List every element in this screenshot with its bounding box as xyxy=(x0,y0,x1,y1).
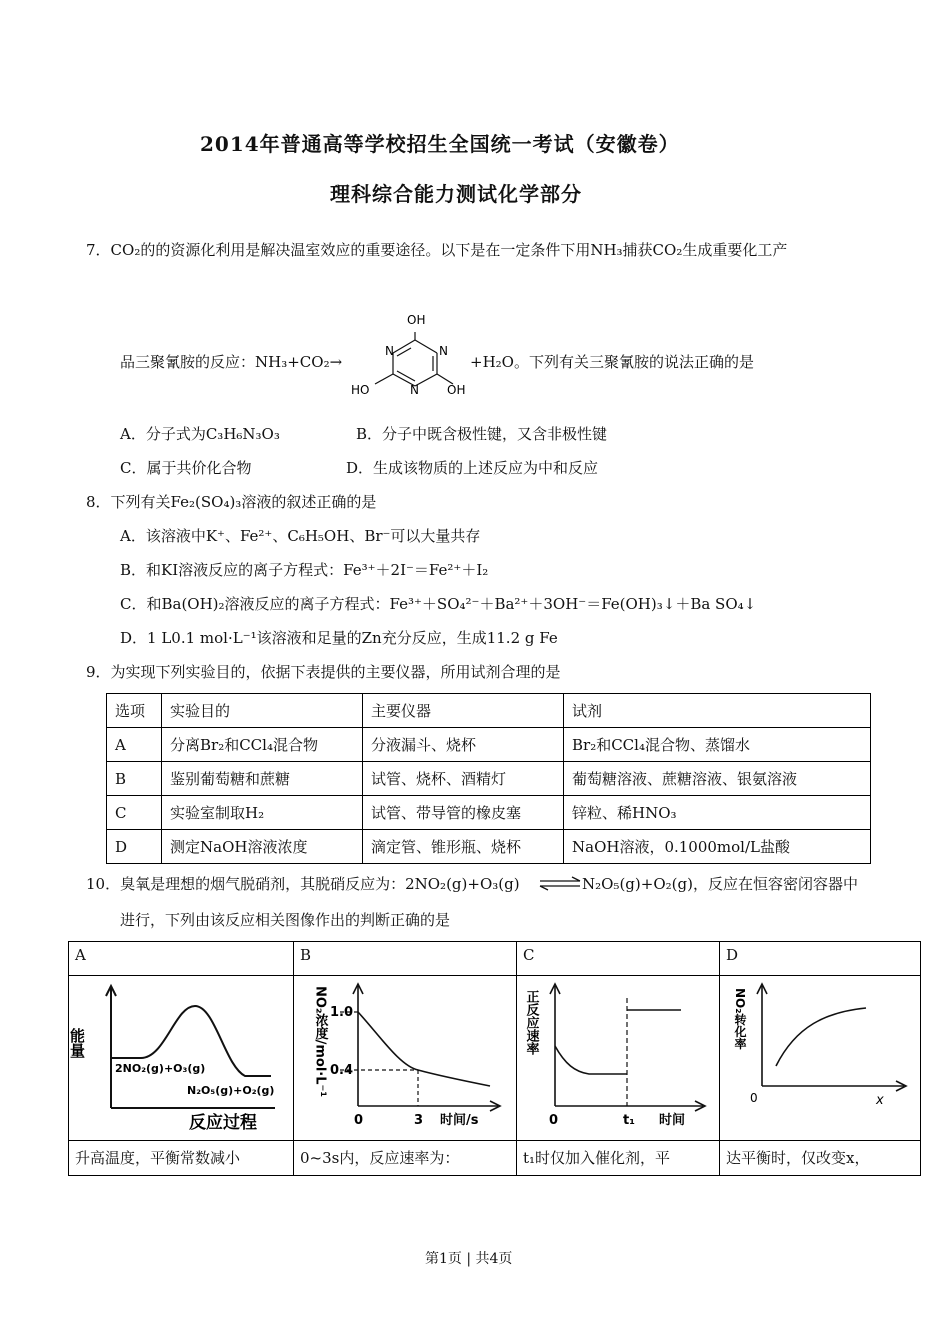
graph-col-b-label: B xyxy=(294,942,517,976)
table-cell: A xyxy=(107,728,162,762)
oh-top-label: OH xyxy=(407,313,426,327)
graph-d-caption: 达平衡时，仅改变x， xyxy=(720,1141,921,1176)
q7-option-a: A．分子式为C₃H₆N₃O₃ xyxy=(120,425,280,443)
table-cell: 葡萄糖溶液、蔗糖溶液、银氨溶液 xyxy=(564,762,871,796)
graph-c-x1-tick: t₁ xyxy=(623,1113,635,1128)
q10-stem-line2: 进行，下列由该反应相关图像作出的判断正确的是 xyxy=(120,911,451,929)
graph-b-x0-tick: 0 xyxy=(354,1113,364,1128)
graph-a-ylabel: 能量 xyxy=(68,1028,86,1058)
q8-option-b: B．和KI溶液反应的离子方程式：Fe³⁺＋2I⁻＝Fe²⁺＋I₂ xyxy=(120,561,489,579)
ho-left-label: HO xyxy=(351,383,370,397)
graph-b-concentration xyxy=(300,976,510,1136)
graph-d-ylabel: NO₂转化率 xyxy=(733,988,747,1050)
graph-b-y2-tick: 0.4 xyxy=(330,1063,354,1078)
table-cell: 实验室制取H₂ xyxy=(162,796,363,830)
graph-b-xlabel: 时间/s xyxy=(440,1113,479,1128)
page-footer: 第1页 | 共4页 xyxy=(425,1251,513,1267)
table-cell: 分离Br₂和CCl₄混合物 xyxy=(162,728,363,762)
q8-option-d: D．1 L0.1 mol·L⁻¹该溶液和足量的Zn充分反应，生成11.2 g Fe xyxy=(120,629,558,647)
page-title: 2014年普通高等学校招生全国统一考试（安徽卷） xyxy=(200,132,680,156)
table-row xyxy=(107,762,871,796)
graph-a-xlabel: 反应过程 xyxy=(189,1113,257,1133)
graph-d-cell xyxy=(720,976,921,1141)
graph-a-caption: 升高温度，平衡常数减小 xyxy=(69,1141,294,1176)
table-header-cell: 实验目的 xyxy=(162,694,363,728)
graph-b-y1-tick: 1.0 xyxy=(330,1005,354,1020)
q10-stem-post: N₂O₅(g)+O₂(g)，反应在恒容密闭容器中 xyxy=(582,875,858,893)
table-cell: 测定NaOH溶液浓度 xyxy=(162,830,363,864)
table-cell: 鉴别葡萄糖和蔗糖 xyxy=(162,762,363,796)
q7-option-d: D．生成该物质的上述反应为中和反应 xyxy=(346,459,599,477)
q8-stem: 8．下列有关Fe₂(SO₄)₃溶液的叙述正确的是 xyxy=(86,493,377,511)
q8-option-a: A．该溶液中K⁺、Fe²⁺、C₆H₅OH、Br⁻可以大量共存 xyxy=(120,527,481,545)
table-cell: B xyxy=(107,762,162,796)
oh-right-label: OH xyxy=(447,383,466,397)
graph-c-ylabel: 正反应速率 xyxy=(523,990,539,1055)
q7-stem-line2-post: +H₂O。下列有关三聚氰胺的说法正确的是 xyxy=(470,353,754,371)
table-row xyxy=(107,796,871,830)
graph-a-reactants: 2NO₂(g)+O₃(g) xyxy=(115,1062,206,1075)
q7-option-c: C．属于共价化合物 xyxy=(120,459,252,477)
table-cell: 滴定管、锥形瓶、烧杯 xyxy=(363,830,564,864)
graph-b-x1-tick: 3 xyxy=(414,1113,424,1128)
table-header-cell: 试剂 xyxy=(564,694,871,728)
graph-b-ylabel: NO₂浓度/mol·L⁻¹ xyxy=(312,986,328,1098)
table-cell: 分液漏斗、烧杯 xyxy=(363,728,564,762)
experiment-table xyxy=(106,693,871,864)
graph-a-products: N₂O₅(g)+O₂(g) xyxy=(187,1084,275,1097)
graph-col-c-label: C xyxy=(517,942,720,976)
table-cell: D xyxy=(107,830,162,864)
graph-c-rate xyxy=(523,976,713,1136)
table-cell: 锌粒、稀HNO₃ xyxy=(564,796,871,830)
graph-c-cell xyxy=(517,976,720,1141)
page-subtitle: 理科综合能力测试化学部分 xyxy=(330,182,582,206)
n-label-bottom: N xyxy=(410,383,419,397)
graph-table xyxy=(68,941,921,1176)
q7-option-b: B．分子中既含极性键，又含非极性键 xyxy=(356,425,608,443)
table-header-cell: 主要仪器 xyxy=(363,694,564,728)
table-header-row xyxy=(107,694,871,728)
graph-b-caption: 0~3s内，反应速率为： xyxy=(294,1141,517,1176)
q7-stem-line2-pre: 品三聚氰胺的反应：NH₃+CO₂→ xyxy=(120,353,343,371)
melamine-structure xyxy=(345,308,475,400)
graph-col-d-label: D xyxy=(720,942,921,976)
table-row xyxy=(107,728,871,762)
table-cell: NaOH溶液，0.1000mol/L盐酸 xyxy=(564,830,871,864)
graph-d-conversion xyxy=(726,976,914,1136)
graph-c-caption: t₁时仅加入催化剂，平 xyxy=(517,1141,720,1176)
graph-a-energy-profile xyxy=(68,976,287,1136)
graph-c-xlabel: 时间 xyxy=(659,1113,686,1128)
graph-a-cell xyxy=(69,976,294,1141)
table-cell: 试管、烧杯、酒精灯 xyxy=(363,762,564,796)
graph-d-x0-tick: 0 xyxy=(750,1091,758,1105)
table-cell: Br₂和CCl₄混合物、蒸馏水 xyxy=(564,728,871,762)
n-label-left: N xyxy=(385,344,394,358)
q7-stem-line1: 7．CO₂的的资源化利用是解决温室效应的重要途径。以下是在一定条件下用NH₃捕获CO₂生成重要化工产 xyxy=(86,241,788,259)
table-cell: 试管、带导管的橡皮塞 xyxy=(363,796,564,830)
graph-b-cell xyxy=(294,976,517,1141)
q8-option-c: C．和Ba(OH)₂溶液反应的离子方程式：Fe³⁺＋SO₄²⁻＋Ba²⁺＋3OH⁻＝Fe(OH)₃↓＋Ba SO₄↓ xyxy=(120,595,757,613)
graph-c-x0-tick: 0 xyxy=(549,1113,559,1128)
graph-col-a-label: A xyxy=(69,942,294,976)
table-cell: C xyxy=(107,796,162,830)
table-row xyxy=(107,830,871,864)
equilibrium-arrow-icon xyxy=(538,876,582,892)
q9-stem: 9．为实现下列实验目的，依据下表提供的主要仪器，所用试剂合理的是 xyxy=(86,663,561,681)
graph-d-xlabel: x xyxy=(876,1093,884,1108)
n-label-right: N xyxy=(439,344,448,358)
q10-stem-pre: 10．臭氧是理想的烟气脱硝剂，其脱硝反应为：2NO₂(g)+O₃(g) xyxy=(86,875,520,893)
table-header-cell: 选项 xyxy=(107,694,162,728)
